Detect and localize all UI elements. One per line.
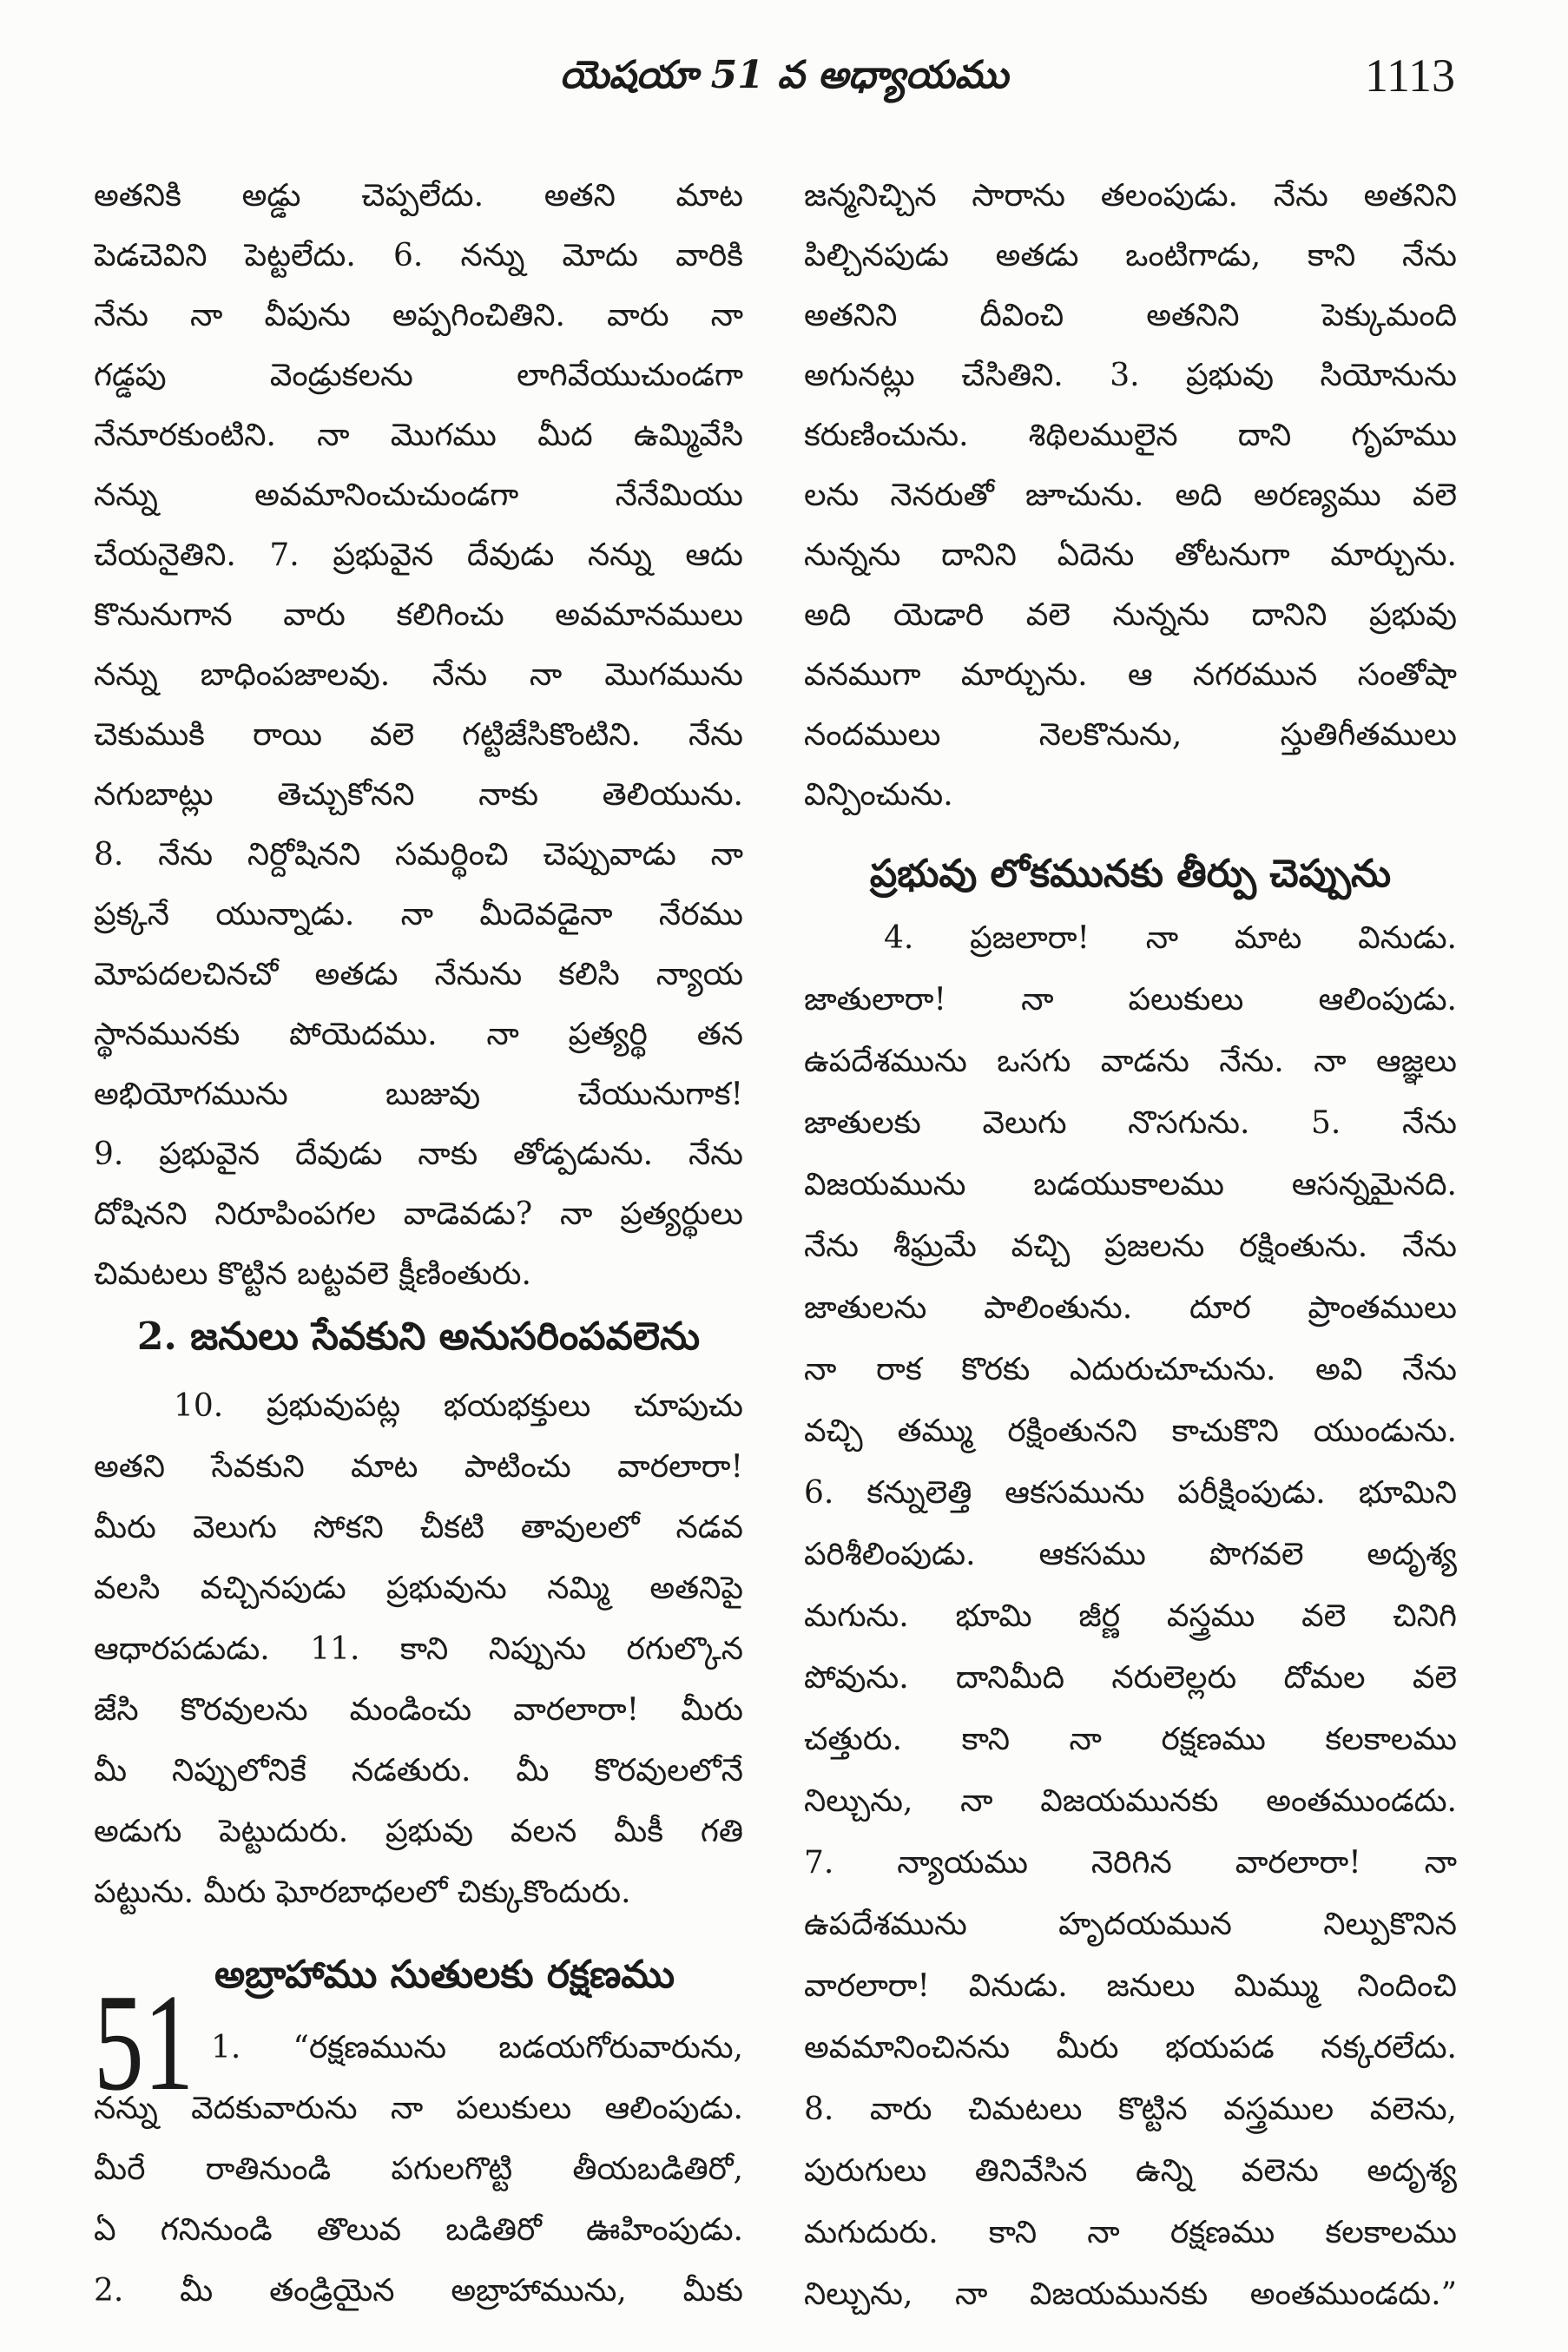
text-line: పిల్చినపుడు అతడు ఒంటిగాడు, కాని నేను bbox=[804, 238, 1457, 273]
text-line: మోపదలచినచో అతడు నేనును కలిసి న్యాయ bbox=[94, 957, 743, 992]
text-line: నిల్చును, నా విజయమునకు అంతముండదు.” bbox=[804, 2276, 1457, 2312]
text-line: నేను శీఘ్రమే వచ్చి ప్రజలను రక్షింతును. నేను bbox=[804, 1229, 1457, 1264]
text-line: స్థానమునకు పోయెదము. నా ప్రత్యర్థి తన bbox=[94, 1017, 743, 1052]
text-line: అగునట్లు చేసితిని. 3. ప్రభువు సియోనును bbox=[804, 358, 1457, 393]
text-line: మీరే రాతినుండి పగులగొట్టి తీయబడితిరో, bbox=[94, 2151, 743, 2187]
text-line: జాతులకు వెలుగు నొసగును. 5. నేను bbox=[804, 1105, 1457, 1141]
left-column bbox=[94, 166, 743, 2322]
text-line: అతనికి అడ్డు చెప్పలేదు. అతని మాట bbox=[94, 178, 743, 214]
text-line: గడ్డపు వెండ్రుకలను లాగివేయుచుండగా bbox=[94, 358, 743, 393]
text-line: మీరు వెలుగు సోకని చీకటి తావులలో నడవ bbox=[94, 1510, 743, 1545]
text-line: పోవును. దానిమీది నరులెల్లరు దోమల వలె bbox=[804, 1660, 1457, 1696]
text-line: మగును. భూమి జీర్ణ వస్త్రము వలె చినిగి bbox=[804, 1598, 1457, 1634]
text-line: పరిశీలింపుడు. ఆకసము పొగవలె అదృశ్య bbox=[804, 1537, 1457, 1572]
section-heading: 2. జనులు సేవకుని అనుసరింపవలెను bbox=[136, 1314, 701, 1359]
chapter-number: 51 bbox=[94, 1965, 194, 2119]
text-line: 8. వారు చిమటలు కొట్టిన వస్త్రముల వలెను, bbox=[804, 2092, 1457, 2127]
text-line: మగుదురు. కాని నా రక్షణము కలకాలము bbox=[804, 2215, 1457, 2250]
text-line: నేను నా వీపును అప్పగించితిని. వారు నా bbox=[94, 298, 743, 333]
text-line: పట్టును. మీరు ఘోరబాధలలో చిక్కుకొందురు. bbox=[94, 1874, 631, 1910]
text-line: జన్మనిచ్చిన సారాను తలంపుడు. నేను అతనిని bbox=[804, 178, 1457, 214]
text-line: జేసి కొరవులను మండించు వారలారా! మీరు bbox=[94, 1692, 743, 1728]
text-line: విన్పించును. bbox=[804, 777, 953, 813]
text-line: 8. నేను నిర్దోషినని సమర్థించి చెప్పువాడు నా bbox=[94, 837, 743, 873]
text-line: పురుగులు తినివేసిన ఉన్ని వలెను అదృశ్య bbox=[804, 2153, 1457, 2189]
text-line: నేనూరకుంటిని. నా మొగము మీద ఉమ్మివేసి bbox=[94, 418, 743, 453]
text-line: చత్తురు. కాని నా రక్షణము కలకాలము bbox=[804, 1722, 1457, 1757]
text-line: అతనిని దీవించి అతనిని పెక్కుమంది bbox=[804, 298, 1457, 333]
text-line: 2. మీ తండ్రియైన అబ్రాహామును, మీకు bbox=[94, 2273, 743, 2309]
text-line: ఆధారపడుడు. 11. కాని నిప్పును రగుల్కొన bbox=[94, 1631, 743, 1667]
text-line: నా రాక కొరకు ఎదురుచూచును. అవి నేను bbox=[804, 1352, 1457, 1387]
text-line: ప్రక్కనే యున్నాడు. నా మీదెవడైనా నేరము bbox=[94, 897, 743, 932]
text-line: ఉపదేశమును హృదయమున నిల్పుకొనిన bbox=[804, 1907, 1457, 1942]
text-line: కొనునుగాన వారు కలిగించు అవమానములు bbox=[94, 597, 743, 633]
text-line: నన్ను అవమానించుచుండగా నేనేమియు bbox=[94, 478, 743, 513]
text-line: నిల్చును, నా విజయమునకు అంతముండదు. bbox=[804, 1783, 1457, 1819]
text-line: కరుణించును. శిథిలములైన దాని గృహము bbox=[804, 418, 1457, 453]
text-line: వలసి వచ్చినపుడు ప్రభువును నమ్మి అతనిపై bbox=[94, 1571, 743, 1606]
text-line: అది యెడారి వలె నున్నను దానిని ప్రభువు bbox=[804, 597, 1457, 633]
text-line: దోషినని నిరూపింపగల వాడెవడు? నా ప్రత్యర్థులు bbox=[94, 1196, 743, 1232]
text-line: నన్ను బాధింపజాలవు. నేను నా మొగమును bbox=[94, 657, 743, 693]
text-line: లను నెనరుతో జూచును. అది అరణ్యము వలె bbox=[804, 478, 1457, 513]
text-line: మీ నిప్పులోనికే నడతురు. మీ కొరవులలోనే bbox=[94, 1753, 743, 1789]
text-line: 1. “రక్షణమును బడయగోరువారును, bbox=[211, 2030, 743, 2065]
text-line: 10. ప్రభువుపట్ల భయభక్తులు చూపుచు bbox=[174, 1388, 743, 1424]
text-line: జాతులను పాలింతును. దూర ప్రాంతములు bbox=[804, 1290, 1457, 1326]
text-line: నగుబాట్లు తెచ్చుకోనని నాకు తెలియును. bbox=[94, 777, 743, 813]
text-line: నన్ను వెదకువారును నా పలుకులు ఆలింపుడు. bbox=[94, 2091, 743, 2126]
paragraph bbox=[804, 166, 1457, 825]
text-line: వారలారా! వినుడు. జనులు మిమ్ము నిందించి bbox=[804, 1968, 1457, 2004]
right-column bbox=[804, 166, 1457, 2325]
text-line: చిమటలు కొట్టిన బట్టవలె క్షీణింతురు. bbox=[94, 1256, 531, 1292]
text-line: అభియోగమును బుజువు చేయునుగాక! bbox=[94, 1077, 743, 1112]
text-line: జాతులారా! నా పలుకులు ఆలింపుడు. bbox=[804, 982, 1457, 1018]
text-line: పెడచెవిని పెట్టలేదు. 6. నన్ను మోదు వారికి bbox=[94, 238, 743, 273]
text-line: 6. కన్నులెత్తి ఆకసమును పరీక్షింపుడు. భూమిని bbox=[804, 1475, 1457, 1511]
text-line: అతని సేవకుని మాట పాటించు వారలారా! bbox=[94, 1449, 743, 1485]
text-line: 7. న్యాయము నెరిగిన వారలారా! నా bbox=[804, 1845, 1457, 1881]
text-line: వచ్చి తమ్ము రక్షింతునని కాచుకొని యుండును. bbox=[804, 1413, 1457, 1449]
text-line: ఉపదేశమును ఒసగు వాడను నేను. నా ఆజ్ఞలు bbox=[804, 1044, 1457, 1079]
text-line: వనముగా మార్చును. ఆ నగరమున సంతోషా bbox=[804, 657, 1457, 693]
page-header bbox=[0, 48, 1568, 103]
text-line: నున్నను దానిని ఏదెను తోటనుగా మార్చును. bbox=[804, 537, 1457, 573]
text-line: అడుగు పెట్టుదురు. ప్రభువు వలన మీకీ గతి bbox=[94, 1814, 743, 1849]
running-head: యెషయా 51 వ అధ్యాయము bbox=[559, 53, 1009, 97]
section-heading: ప్రభువు లోకమునకు తీర్పు చెప్పును bbox=[869, 852, 1392, 896]
text-line: అవమానించినను మీరు భయపడ నక్కరలేదు. bbox=[804, 2030, 1457, 2065]
text-line: 4. ప్రజలారా! నా మాట వినుడు. bbox=[884, 920, 1457, 956]
text-line: ఏ గనినుండి తొలువ బడితిరో ఊహింపుడు. bbox=[94, 2212, 743, 2248]
text-line: 9. ప్రభువైన దేవుడు నాకు తోడ్పడును. నేను bbox=[94, 1136, 743, 1172]
text-line: నందములు నెలకొనును, స్తుతిగీతములు bbox=[804, 717, 1457, 753]
text-line: చెకుముకి రాయి వలె గట్టిజేసికొంటిని. నేను bbox=[94, 717, 743, 753]
page-number: 1113 bbox=[1365, 49, 1455, 102]
text-line: విజయమును బడయుకాలము ఆసన్నమైనది. bbox=[804, 1167, 1457, 1202]
text-line: చేయనైతిని. 7. ప్రభువైన దేవుడు నన్ను ఆదు bbox=[94, 537, 743, 573]
paragraph bbox=[94, 1376, 743, 1923]
paragraph bbox=[804, 907, 1457, 2325]
section-heading: అబ్రాహాము సుతులకు రక్షణము bbox=[214, 1953, 675, 1997]
paragraph bbox=[94, 166, 743, 1304]
